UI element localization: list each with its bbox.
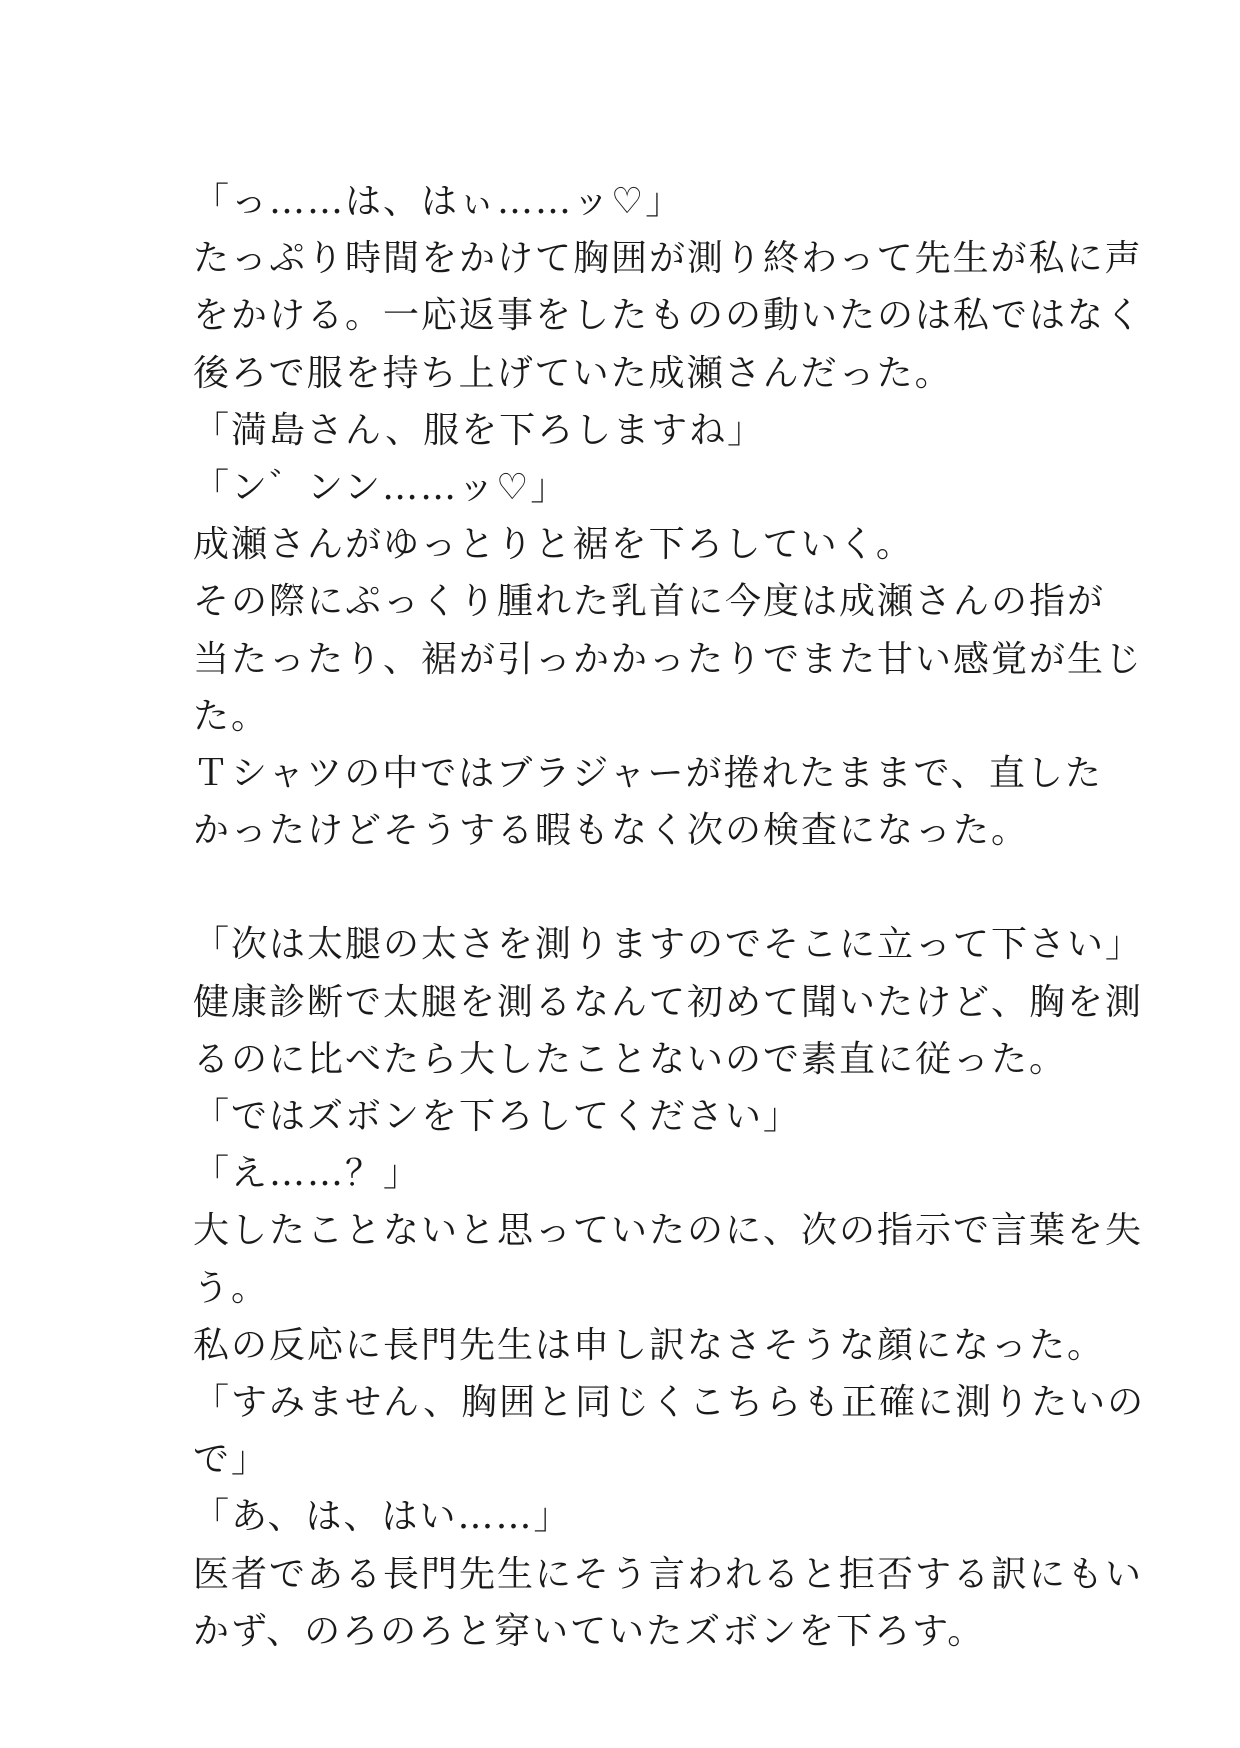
- text-line: かず、のろのろと穿いていたズボンを下ろす。: [193, 1610, 986, 1652]
- text-line: かったけどそうする暇もなく次の検査になった。: [193, 810, 1030, 852]
- body-text: [193, 173, 1146, 1660]
- text-line: るのに比べたら大したことないので素直に従った。: [193, 1038, 1068, 1080]
- text-line: 「すみません、胸囲と同じくこちらも正確に測りたいの: [193, 1381, 1146, 1423]
- text-line: 「ではズボンを下ろしてください」: [193, 1096, 802, 1137]
- text-line: う。: [193, 1267, 270, 1309]
- text-line: をかける。一応返事をしたものの動いたのは私ではなく: [193, 295, 1144, 337]
- paragraph-break: [193, 859, 1073, 916]
- text-line: 「ン゛ンン……ッ♡」: [193, 466, 569, 508]
- text-line: 「あ、は、はい……」: [193, 1496, 572, 1538]
- text-line: 大したことないと思っていたのに、次の指示で言葉を失: [193, 1210, 1144, 1252]
- text-line: 医者である長門先生にそう言われると拒否する訳にもい: [193, 1553, 1144, 1595]
- text-line: 当たったり、裾が引っかかったりでまた甘い感覚が生じ: [193, 638, 1144, 680]
- text-line: その際にぷっくり腫れた乳首に今度は成瀬さんの指が: [193, 581, 1106, 623]
- text-line: で」: [193, 1439, 270, 1481]
- text-line: 「っ……は、はぃ……ッ♡」: [193, 181, 684, 222]
- text-line: 「次は太腿の太さを測りますのでそこに立って下さい」: [193, 924, 1144, 966]
- text-line: たっぷり時間をかけて胸囲が測り終わって先生が私に声: [193, 238, 1143, 280]
- text-line: 私の反応に長門先生は申し訳なさそうな顔になった。: [193, 1324, 1106, 1366]
- text-line: 健康診断で太腿を測るなんて初めて聞いたけど、胸を測: [193, 981, 1144, 1023]
- text-line: た。: [193, 695, 270, 737]
- text-line: 「満島さん、服を下ろしますね」: [193, 409, 766, 451]
- text-line: Ｔシャツの中ではブラジャーが捲れたままで、直した: [193, 752, 1103, 794]
- text-line: 「え……？」: [193, 1153, 422, 1195]
- text-line: 後ろで服を持ち上げていた成瀬さんだった。: [193, 352, 953, 394]
- text-line: 成瀬さんがゆっとりと裾を下ろしていく。: [193, 524, 914, 566]
